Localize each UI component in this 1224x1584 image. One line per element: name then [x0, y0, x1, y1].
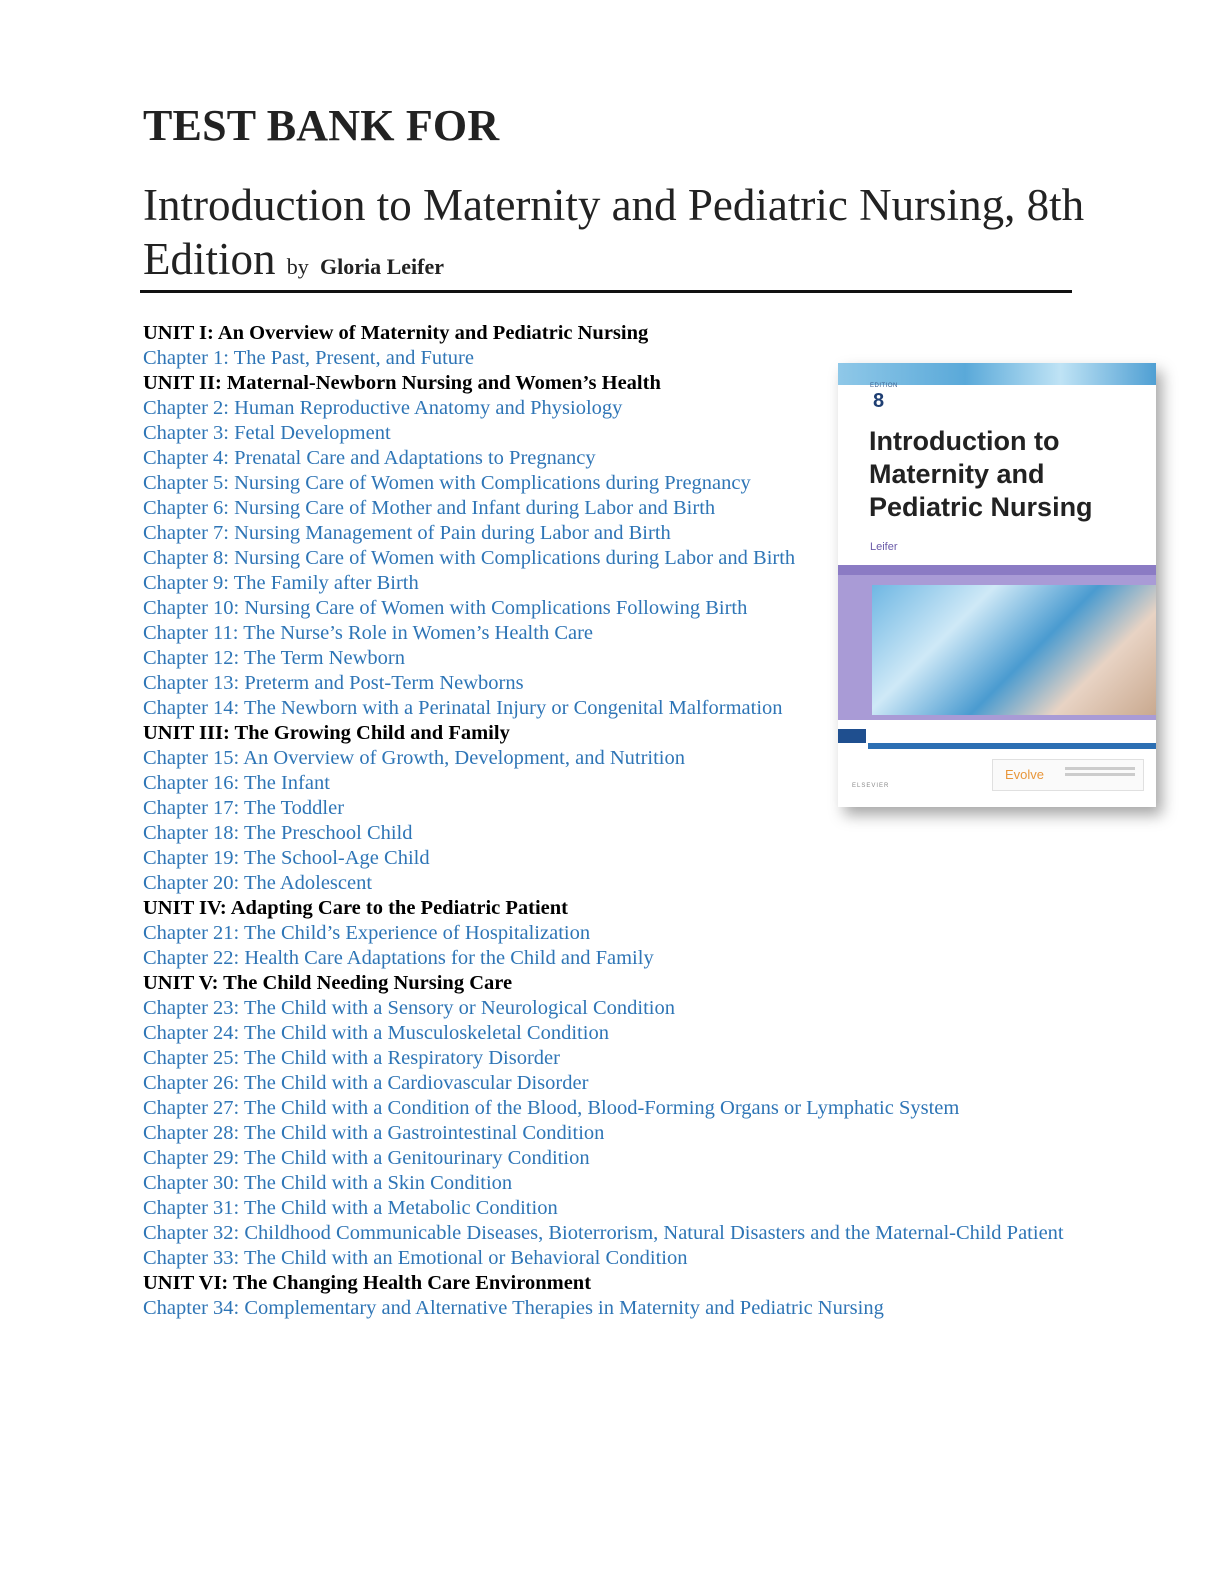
author-name: Gloria Leifer: [320, 254, 445, 279]
chapter-link[interactable]: Chapter 20: The Adolescent: [143, 872, 373, 894]
chapter-link[interactable]: Chapter 4: Prenatal Care and Adaptations to Pregnancy: [143, 447, 596, 469]
by-label: by: [286, 254, 309, 279]
chapter-link[interactable]: Chapter 24: The Child with a Musculoskeletal Condition: [143, 1022, 609, 1044]
cover-author: Leifer: [870, 541, 898, 553]
chapter-link[interactable]: Chapter 28: The Child with a Gastrointestinal Condition: [143, 1122, 605, 1144]
chapter-link[interactable]: Chapter 5: Nursing Care of Women with Complications during Pregnancy: [143, 472, 751, 494]
unit-heading: UNIT V: The Child Needing Nursing Care: [143, 972, 513, 994]
horizontal-rule: [140, 290, 1072, 293]
cover-top-band: [838, 363, 1156, 385]
chapter-link[interactable]: Chapter 15: An Overview of Growth, Development, and Nutrition: [143, 747, 685, 769]
chapter-link[interactable]: Chapter 19: The School-Age Child: [143, 847, 430, 869]
chapter-link[interactable]: Chapter 23: The Child with a Sensory or Neurological Condition: [143, 997, 675, 1019]
chapter-link[interactable]: Chapter 9: The Family after Birth: [143, 572, 419, 594]
chapter-link[interactable]: Chapter 21: The Child’s Experience of Hospitalization: [143, 922, 591, 944]
chapter-link[interactable]: Chapter 1: The Past, Present, and Future: [143, 347, 474, 369]
chapter-link[interactable]: Chapter 26: The Child with a Cardiovascular Disorder: [143, 1072, 589, 1094]
unit-heading: UNIT IV: Adapting Care to the Pediatric Patient: [143, 897, 568, 919]
cover-blue-block: [838, 729, 866, 743]
chapter-link[interactable]: Chapter 30: The Child with a Skin Condition: [143, 1172, 513, 1194]
book-title: [143, 178, 1143, 294]
evolve-logo: Evolve: [1005, 767, 1045, 782]
cover-photo-image: [872, 585, 1156, 715]
chapter-link[interactable]: Chapter 3: Fetal Development: [143, 422, 391, 444]
chapter-link[interactable]: Chapter 17: The Toddler: [143, 797, 345, 819]
chapter-link[interactable]: Chapter 33: The Child with an Emotional or Behavioral Condition: [143, 1247, 688, 1269]
chapter-link[interactable]: Chapter 7: Nursing Management of Pain during Labor and Birth: [143, 522, 671, 544]
cover-title: Introduction to Maternity and Pediatric Nursing: [869, 426, 1093, 522]
chapter-link[interactable]: Chapter 12: The Term Newborn: [143, 647, 405, 669]
chapter-link[interactable]: Chapter 11: The Nurse’s Role in Women’s Health Care: [143, 622, 594, 644]
chapter-link[interactable]: Chapter 13: Preterm and Post-Term Newborns: [143, 672, 524, 694]
cover-photo: [838, 575, 1156, 720]
evolve-badge: [992, 759, 1144, 791]
chapter-link[interactable]: Chapter 32: Childhood Communicable Diseases, Bioterrorism, Natural Disasters and the Maternal-Child Patient: [143, 1222, 1064, 1244]
cover-blue-strip: [868, 743, 1156, 749]
book-cover-image: [838, 363, 1156, 807]
cover-purple-band: [838, 565, 1156, 575]
chapter-link[interactable]: Chapter 10: Nursing Care of Women with Complications Following Birth: [143, 597, 748, 619]
chapter-link[interactable]: Chapter 34: Complementary and Alternative Therapies in Maternity and Pediatric Nursing: [143, 1297, 884, 1319]
unit-heading: UNIT II: Maternal-Newborn Nursing and Women’s Health: [143, 372, 661, 394]
publisher-logo: ELSEVIER: [852, 783, 890, 789]
cover-edition-number: 8: [873, 390, 885, 412]
chapter-link[interactable]: Chapter 14: The Newborn with a Perinatal Injury or Congenital Malformation: [143, 697, 783, 719]
evolve-fine-print: [1065, 767, 1135, 770]
chapter-link[interactable]: Chapter 6: Nursing Care of Mother and Infant during Labor and Birth: [143, 497, 716, 519]
chapter-link[interactable]: Chapter 29: The Child with a Genitourinary Condition: [143, 1147, 590, 1169]
book-title-text: Introduction to Maternity and Pediatric Nursing, 8th Edition: [143, 180, 1085, 284]
chapter-link[interactable]: Chapter 22: Health Care Adaptations for the Child and Family: [143, 947, 654, 969]
chapter-link[interactable]: Chapter 8: Nursing Care of Women with Complications during Labor and Birth: [143, 547, 796, 569]
chapter-link[interactable]: Chapter 16: The Infant: [143, 772, 330, 794]
unit-heading: UNIT III: The Growing Child and Family: [143, 722, 510, 744]
chapter-link[interactable]: Chapter 25: The Child with a Respiratory Disorder: [143, 1047, 560, 1069]
test-bank-heading: TEST BANK FOR: [143, 101, 500, 150]
chapter-link[interactable]: Chapter 2: Human Reproductive Anatomy and Physiology: [143, 397, 623, 419]
cover-bottom-bar: [838, 726, 1156, 742]
unit-heading: UNIT I: An Overview of Maternity and Pediatric Nursing: [143, 322, 649, 344]
unit-heading: UNIT VI: The Changing Health Care Environment: [143, 1272, 592, 1294]
chapter-link[interactable]: Chapter 18: The Preschool Child: [143, 822, 413, 844]
chapter-link[interactable]: Chapter 27: The Child with a Condition of the Blood, Blood-Forming Organs or Lymphatic System: [143, 1097, 960, 1119]
chapter-link[interactable]: Chapter 31: The Child with a Metabolic Condition: [143, 1197, 558, 1219]
cover-edition-label: EDITION: [870, 383, 898, 389]
